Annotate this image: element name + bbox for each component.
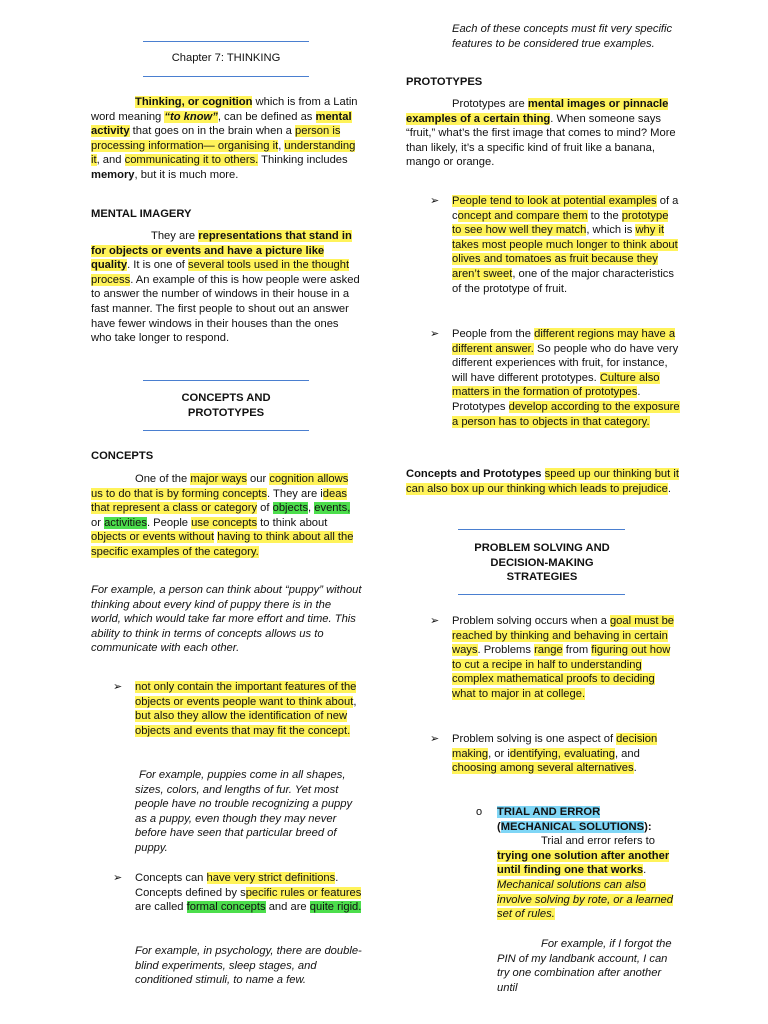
rule-line xyxy=(143,380,309,381)
pin-example: For example, if I forgot the PIN of my landbank account, I can try one combination after another until xyxy=(497,938,672,994)
bullet-formal-concepts: Concepts can have very strict definitions. Concepts defined by specific rules or features are called formal concepts and are quite rigid. xyxy=(135,872,362,914)
rule-line xyxy=(458,594,625,595)
problem-solving-section-title: PROBLEM SOLVING AND DECISION-MAKING STRATEGIES xyxy=(474,542,610,584)
psychology-example: For example, in psychology, there are double-blind experiments, sleep stages, and conditioned stimuli, to name a few. xyxy=(135,945,362,987)
rule-line xyxy=(458,529,625,530)
bullet-culture-prototypes: People from the different regions may have a different answer. So people who do have very different experiences with fruit, for instance, will have different prototypes. Culture also matters in the formation of prototypes. Prototypes develop according to the exposure a person has to objects in that category. xyxy=(452,328,680,428)
concepts-prototypes-section-title: CONCEPTS AND PROTOTYPES xyxy=(181,392,271,419)
arrow-bullet-icon: ➢ xyxy=(430,328,440,340)
arrow-bullet-icon: ➢ xyxy=(113,872,123,884)
prototypes-paragraph: Prototypes are mental images or pinnacle examples of a certain thing. When someone says “fruit,” what’s the first image that comes to mind? More than likely, it’s a specific kind of fruit like a banana, mango or orange. xyxy=(406,98,676,169)
concept-features-note: Each of these concepts must fit very specific features to be considered true examples. xyxy=(452,23,673,50)
concepts-heading: CONCEPTS xyxy=(91,450,154,462)
mental-imagery-heading: MENTAL IMAGERY xyxy=(91,208,192,220)
arrow-bullet-icon: ➢ xyxy=(430,733,440,745)
bullet-problem-solving-definition: Problem solving occurs when a goal must be reached by thinking and behaving in certain ways. Problems range from figuring out how to cut a recipe in half to understanding complex mathematical proofs to deciding what to major in at college. xyxy=(452,615,675,700)
arrow-bullet-icon: ➢ xyxy=(430,195,440,207)
intro-paragraph: Thinking, or cognition which is from a Latin word meaning “to know”, can be defined as mental activity that goes on in the brain when a person is processing information— organising it, understanding it, and communicating it to others. Thinking includes memory, but it is much more. xyxy=(91,96,358,181)
bullet-concepts-features: not only contain the important features of the objects or events people want to think about, but also they allow the identification of new objects and events that may fit the concept. xyxy=(135,681,357,737)
rule-line xyxy=(143,76,309,77)
circle-bullet-icon: o xyxy=(476,806,483,818)
rule-line xyxy=(143,430,309,431)
mental-imagery-paragraph: They are representations that stand in for objects or events and have a picture like quality. It is one of several tools used in the thought process. An example of this is how people were asked to answer the number of windows in their house in a fast manner. The first people to shout out an answer have fewer windows in their houses than the ones who take longer to respond. xyxy=(91,230,360,345)
bullet-decision-making: Problem solving is one aspect of decision making, or identifying, evaluating, and choosing among several alternatives. xyxy=(452,733,658,775)
arrow-bullet-icon: ➢ xyxy=(430,615,440,627)
chapter-title: Chapter 7: THINKING xyxy=(171,52,281,64)
arrow-bullet-icon: ➢ xyxy=(113,681,123,693)
bullet-prototype-comparison: People tend to look at potential examples of a concept and compare them to the prototype to see how well they match, which is why it takes most people much longer to think about olives and tomatoes as fruit because they aren’t sweet, one of the major characteristics of the prototype of fruit. xyxy=(452,195,679,295)
puppy-breeds-example: For example, puppies come in all shapes, sizes, colors, and lengths of fur. Yet most people have no trouble recognizing a puppy as a puppy, even though they may never before have seen that particular breed of puppy. xyxy=(135,769,353,854)
trial-and-error-paragraph: TRIAL AND ERROR (MECHANICAL SOLUTIONS): Trial and error refers to trying one solution after another until finding one that works. Mechanical solutions can also involve solving by rote, or a learned set of rules. xyxy=(497,806,673,921)
puppy-example: For example, a person can think about “puppy” without thinking about every kind of puppy there is in the world, which would take far more effort and time. This ability to think in terms of concepts allows us to communicate with each other. xyxy=(91,584,362,655)
rule-line xyxy=(143,41,309,42)
prototypes-heading: PROTOTYPES xyxy=(406,76,483,88)
concepts-paragraph: One of the major ways our cognition allows us to do that is by forming concepts. They are ideas that represent a class or category of objects, events, or activities. People use concepts to think about objects or events without having to think about all the specific examples of the category. xyxy=(91,473,354,558)
concepts-prototypes-summary: Concepts and Prototypes speed up our thinking but it can also box up our thinking which leads to prejudice. xyxy=(406,468,679,495)
